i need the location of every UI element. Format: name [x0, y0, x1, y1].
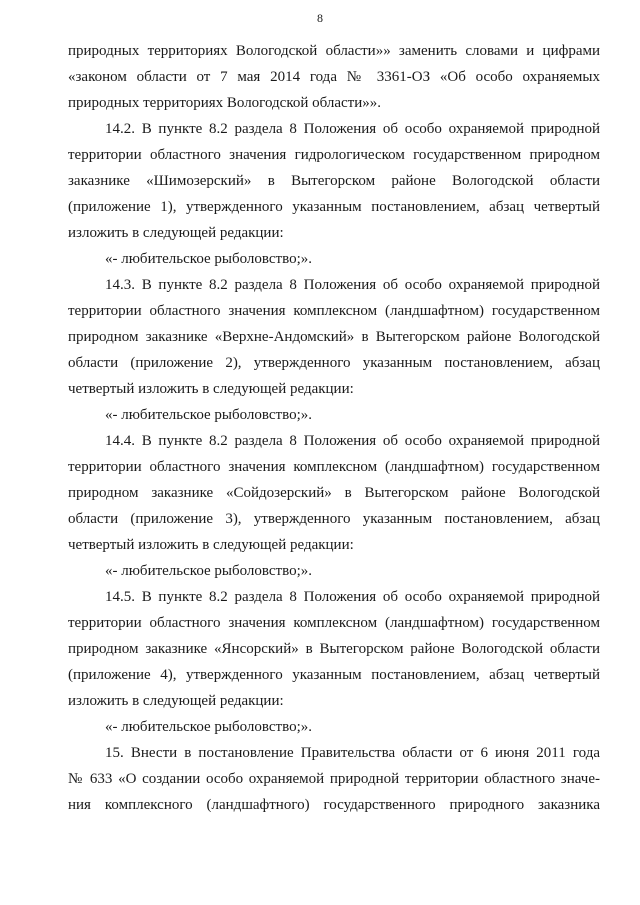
- paragraph-14-5: [68, 584, 600, 714]
- text-line: ния комплексного (ландшафтного) государственного природного заказника: [68, 797, 600, 813]
- text-line: природном заказнике «Верхне-Андомский» в Вытегорском районе Вологодской: [68, 329, 600, 345]
- text-line: (приложение 4), утвержденного указанным постановлением, абзац четвертый: [68, 667, 600, 683]
- page-number: 8: [317, 11, 323, 25]
- text-line: территории областного значения комплексном (ландшафтном) государственном: [68, 303, 600, 319]
- text-line: четвертый изложить в следующей редакции:: [68, 537, 354, 553]
- text-line: 14.5. В пункте 8.2 раздела 8 Положения об особо охраняемой природной: [105, 589, 600, 605]
- text-line: территории областного значения комплексном (ландшафтном) государственном: [68, 615, 600, 631]
- text-line: территории областного значения комплексном (ландшафтном) государственном: [68, 459, 600, 475]
- text-line: изложить в следующей редакции:: [68, 225, 284, 241]
- text-line: № 633 «О создании особо охраняемой природной территории областного значе-: [68, 771, 600, 787]
- text-line: природных территориях Вологодской области»» заменить словами и цифрами: [68, 43, 600, 59]
- paragraph-14-2: [68, 116, 600, 246]
- text-line: природных территориях Вологодской области»».: [68, 95, 382, 111]
- text-line: области (приложение 3), утвержденного указанным постановлением, абзац: [68, 511, 600, 527]
- paragraph-continuation: [68, 38, 600, 116]
- text-line: «- любительское рыболовство;».: [105, 251, 313, 267]
- text-line: изложить в следующей редакции:: [68, 693, 284, 709]
- text-line: заказнике «Шимозерский» в Вытегорском районе Вологодской области: [68, 173, 600, 189]
- text-line: 14.2. В пункте 8.2 раздела 8 Положения об особо охраняемой природной: [105, 121, 600, 137]
- quote-line: [68, 246, 600, 272]
- text-line: природном заказнике «Янсорский» в Вытегорском районе Вологодской области: [68, 641, 600, 657]
- paragraph-14-3: [68, 272, 600, 402]
- text-line: территории областного значения гидрологическом государственном природном: [68, 147, 600, 163]
- text-line: области (приложение 2), утвержденного указанным постановлением, абзац: [68, 355, 600, 371]
- document-body: [68, 38, 600, 818]
- text-line: 14.4. В пункте 8.2 раздела 8 Положения об особо охраняемой природной: [105, 433, 600, 449]
- text-line: «- любительское рыболовство;».: [105, 407, 313, 423]
- text-line: «- любительское рыболовство;».: [105, 563, 313, 579]
- text-line: (приложение 1), утвержденного указанным постановлением, абзац четвертый: [68, 199, 600, 215]
- quote-line: [68, 714, 600, 740]
- text-line: «законом области от 7 мая 2014 года № 3361-ОЗ «Об особо охраняемых: [68, 69, 600, 85]
- quote-line: [68, 558, 600, 584]
- text-line: природном заказнике «Сойдозерский» в Вытегорском районе Вологодской: [68, 485, 600, 501]
- text-line: 14.3. В пункте 8.2 раздела 8 Положения об особо охраняемой природной: [105, 277, 600, 293]
- text-line: «- любительское рыболовство;».: [105, 719, 313, 735]
- paragraph-15: [68, 740, 600, 818]
- text-line: четвертый изложить в следующей редакции:: [68, 381, 354, 397]
- text-line: 15. Внести в постановление Правительства области от 6 июня 2011 года: [105, 745, 600, 761]
- paragraph-14-4: [68, 428, 600, 558]
- quote-line: [68, 402, 600, 428]
